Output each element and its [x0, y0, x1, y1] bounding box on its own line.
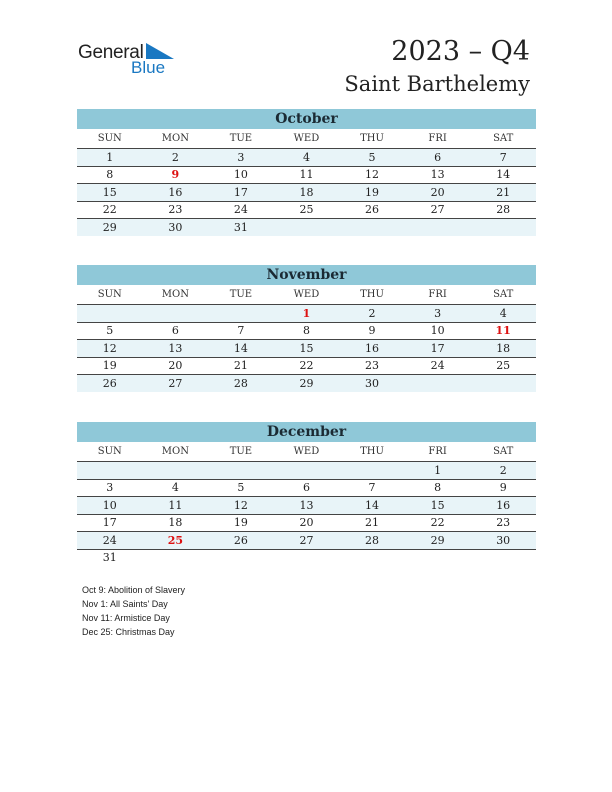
day-cell: 16 — [339, 340, 405, 358]
day-cell: 18 — [143, 514, 209, 532]
day-cell: 15 — [77, 184, 143, 202]
weekday-header: SUN — [77, 442, 143, 462]
weekday-header: FRI — [405, 129, 471, 149]
day-cell: 20 — [274, 514, 340, 532]
calendar-grid — [77, 285, 536, 392]
day-cell: 8 — [77, 166, 143, 184]
weekday-header: SAT — [470, 285, 536, 305]
weekday-header: SAT — [470, 129, 536, 149]
day-cell: 26 — [208, 532, 274, 550]
day-cell: 7 — [339, 479, 405, 497]
week-row — [77, 340, 536, 358]
day-cell: 29 — [274, 375, 340, 392]
weekday-header: FRI — [405, 442, 471, 462]
day-cell: 9 — [470, 479, 536, 497]
day-cell: 20 — [405, 184, 471, 202]
day-cell: 19 — [339, 184, 405, 202]
holiday-notes — [82, 583, 185, 639]
day-cell: 27 — [405, 201, 471, 219]
day-cell: 2 — [339, 305, 405, 323]
day-cell: 25 — [143, 532, 209, 550]
day-cell: 5 — [208, 479, 274, 497]
day-cell: 6 — [143, 322, 209, 340]
day-cell: 21 — [339, 514, 405, 532]
week-row — [77, 532, 536, 550]
day-cell — [143, 549, 209, 566]
day-cell: 18 — [274, 184, 340, 202]
holiday-note: Nov 11: Armistice Day — [82, 613, 170, 623]
day-cell: 30 — [143, 219, 209, 236]
day-cell: 26 — [77, 375, 143, 392]
day-cell: 10 — [77, 497, 143, 515]
weekday-header: FRI — [405, 285, 471, 305]
month-title: December — [77, 422, 536, 442]
day-cell: 4 — [274, 149, 340, 167]
day-cell: 10 — [208, 166, 274, 184]
day-cell: 21 — [470, 184, 536, 202]
day-cell — [470, 219, 536, 236]
weekday-header: THU — [339, 285, 405, 305]
day-cell: 16 — [470, 497, 536, 515]
day-cell: 12 — [77, 340, 143, 358]
week-row — [77, 375, 536, 392]
day-cell: 7 — [470, 149, 536, 167]
day-cell — [274, 462, 340, 480]
day-cell: 21 — [208, 357, 274, 375]
day-cell: 24 — [77, 532, 143, 550]
week-row — [77, 184, 536, 202]
week-row — [77, 479, 536, 497]
logo-blue-text: Blue — [131, 58, 166, 77]
week-row — [77, 357, 536, 375]
weekday-header: SUN — [77, 129, 143, 149]
weekday-header: MON — [143, 129, 209, 149]
calendar-grid — [77, 129, 536, 236]
day-cell: 13 — [274, 497, 340, 515]
weekday-header: WED — [274, 285, 340, 305]
day-cell: 27 — [143, 375, 209, 392]
weekday-header: TUE — [208, 129, 274, 149]
day-cell — [143, 305, 209, 323]
day-cell: 8 — [405, 479, 471, 497]
holiday-note: Nov 1: All Saints' Day — [82, 599, 168, 609]
month-title: November — [77, 265, 536, 285]
day-cell — [405, 549, 471, 566]
week-row — [77, 322, 536, 340]
day-cell: 17 — [77, 514, 143, 532]
week-row — [77, 166, 536, 184]
month-title: October — [77, 109, 536, 129]
week-row — [77, 549, 536, 566]
week-row — [77, 462, 536, 480]
day-cell: 12 — [339, 166, 405, 184]
day-cell: 29 — [405, 532, 471, 550]
day-cell — [143, 462, 209, 480]
day-cell: 31 — [102, 551, 117, 565]
day-cell: 6 — [274, 479, 340, 497]
weekday-header: SAT — [470, 442, 536, 462]
day-cell — [208, 462, 274, 480]
day-cell — [339, 549, 405, 566]
day-cell — [274, 549, 340, 566]
month-october — [77, 109, 536, 236]
day-cell: 1 — [405, 462, 471, 480]
day-cell: 5 — [77, 322, 143, 340]
holiday-note: Dec 25: Christmas Day — [82, 627, 175, 637]
day-cell: 23 — [470, 514, 536, 532]
week-row — [77, 497, 536, 515]
weekday-header: WED — [274, 442, 340, 462]
day-cell: 23 — [339, 357, 405, 375]
month-november — [77, 265, 536, 392]
day-cell: 9 — [143, 166, 209, 184]
day-cell: 15 — [405, 497, 471, 515]
day-cell — [470, 375, 536, 392]
page-title: 2023 – Q4 — [391, 36, 530, 67]
day-cell: 14 — [470, 166, 536, 184]
weekday-header: THU — [339, 442, 405, 462]
day-cell: 24 — [405, 357, 471, 375]
day-cell: 4 — [143, 479, 209, 497]
day-cell: 4 — [470, 305, 536, 323]
day-cell: 15 — [274, 340, 340, 358]
day-cell: 19 — [77, 357, 143, 375]
day-cell: 25 — [274, 201, 340, 219]
day-cell: 3 — [405, 305, 471, 323]
day-cell: 5 — [339, 149, 405, 167]
day-cell — [405, 375, 471, 392]
week-row — [77, 305, 536, 323]
day-cell: 7 — [208, 322, 274, 340]
day-cell: 11 — [143, 497, 209, 515]
day-cell: 14 — [339, 497, 405, 515]
week-row — [77, 149, 536, 167]
day-cell: 30 — [470, 532, 536, 550]
weekday-header: WED — [274, 129, 340, 149]
weekday-header: THU — [339, 129, 405, 149]
weekday-header: SUN — [77, 285, 143, 305]
day-cell: 28 — [208, 375, 274, 392]
day-cell: 3 — [208, 149, 274, 167]
day-cell: 2 — [143, 149, 209, 167]
day-cell — [274, 219, 340, 236]
day-cell: 27 — [274, 532, 340, 550]
week-row — [77, 201, 536, 219]
day-cell: 26 — [339, 201, 405, 219]
weekday-header: TUE — [208, 442, 274, 462]
day-cell: 22 — [77, 201, 143, 219]
day-cell — [77, 462, 143, 480]
day-cell: 3 — [77, 479, 143, 497]
day-cell — [339, 462, 405, 480]
holiday-note: Oct 9: Abolition of Slavery — [82, 585, 186, 595]
day-cell — [470, 549, 536, 566]
day-cell — [208, 305, 274, 323]
day-cell — [208, 549, 274, 566]
day-cell: 22 — [274, 357, 340, 375]
day-cell: 14 — [208, 340, 274, 358]
day-cell: 29 — [77, 219, 143, 236]
calendar-grid — [77, 442, 536, 566]
day-cell: 10 — [405, 322, 471, 340]
week-row — [77, 514, 536, 532]
day-cell: 17 — [208, 184, 274, 202]
day-cell — [405, 219, 471, 236]
day-cell: 22 — [405, 514, 471, 532]
country-name: Saint Barthelemy — [344, 72, 530, 96]
day-cell: 13 — [143, 340, 209, 358]
brand-logo — [78, 40, 188, 80]
weekday-header: MON — [143, 285, 209, 305]
day-cell: 20 — [143, 357, 209, 375]
day-cell: 9 — [339, 322, 405, 340]
logo-general-text: General — [78, 42, 144, 63]
day-cell: 24 — [208, 201, 274, 219]
day-cell: 6 — [405, 149, 471, 167]
day-cell — [339, 219, 405, 236]
day-cell: 2 — [470, 462, 536, 480]
month-december — [77, 422, 536, 566]
day-cell: 19 — [208, 514, 274, 532]
day-cell: 28 — [470, 201, 536, 219]
day-cell: 1 — [77, 149, 143, 167]
day-cell: 23 — [143, 201, 209, 219]
day-cell: 17 — [405, 340, 471, 358]
day-cell: 11 — [470, 322, 536, 340]
day-cell — [77, 305, 143, 323]
day-cell: 8 — [274, 322, 340, 340]
weekday-header: TUE — [208, 285, 274, 305]
day-cell: 25 — [470, 357, 536, 375]
week-row — [77, 219, 536, 236]
day-cell: 30 — [339, 375, 405, 392]
day-cell: 31 — [208, 219, 274, 236]
weekday-header: MON — [143, 442, 209, 462]
day-cell: 11 — [274, 166, 340, 184]
day-cell: 18 — [470, 340, 536, 358]
day-cell: 13 — [405, 166, 471, 184]
day-cell: 1 — [274, 305, 340, 323]
day-cell: 16 — [143, 184, 209, 202]
day-cell: 28 — [339, 532, 405, 550]
day-cell: 12 — [208, 497, 274, 515]
